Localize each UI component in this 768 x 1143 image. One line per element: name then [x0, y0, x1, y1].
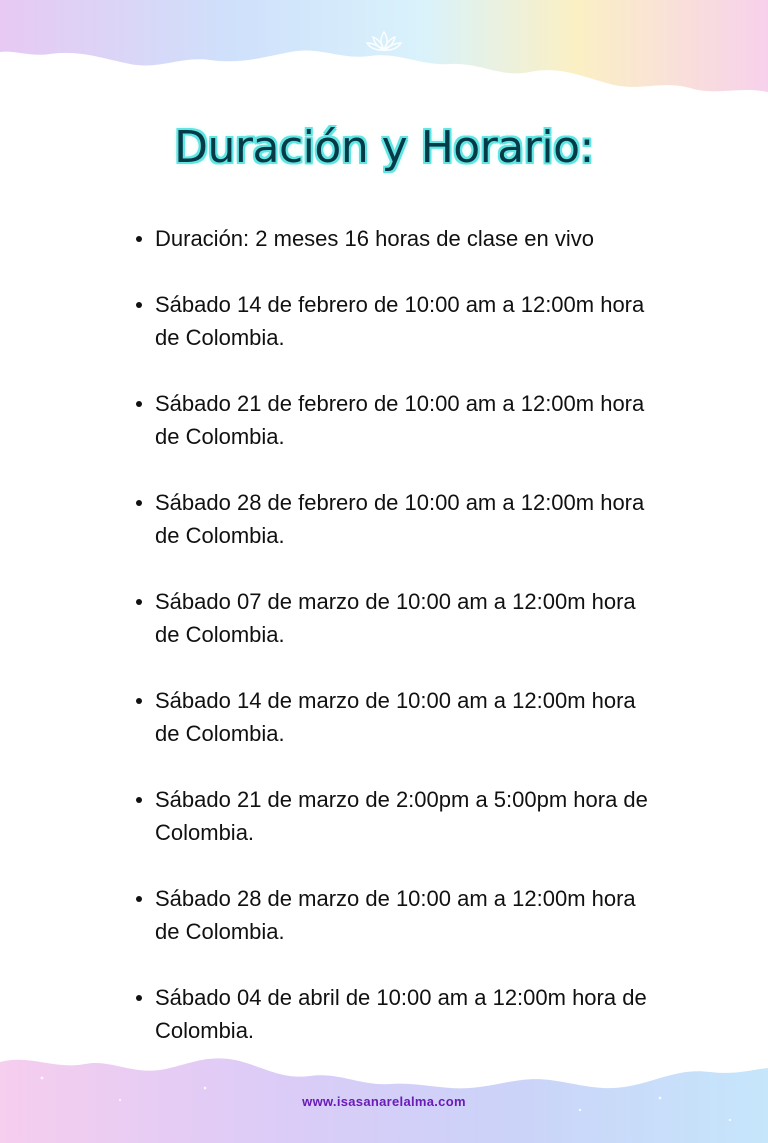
list-item-session-3: Sábado 28 de febrero de 10:00 am a 12:00m hora de Colombia.: [155, 486, 655, 552]
list-item-session-1: Sábado 14 de febrero de 10:00 am a 12:00m hora de Colombia.: [155, 288, 655, 354]
footer-website-link[interactable]: www.isasanarelalma.com: [302, 1094, 466, 1109]
list-item-session-2: Sábado 21 de febrero de 10:00 am a 12:00m hora de Colombia.: [155, 387, 655, 453]
list-item-session-6: Sábado 21 de marzo de 2:00pm a 5:00pm hora de Colombia.: [155, 783, 655, 849]
list-item-duration: Duración: 2 meses 16 horas de clase en vivo: [155, 222, 655, 255]
list-item-session-5: Sábado 14 de marzo de 10:00 am a 12:00m hora de Colombia.: [155, 684, 655, 750]
page-title: Duración y Horario:: [174, 122, 594, 173]
schedule-list: [155, 222, 655, 1080]
lotus-icon: [364, 28, 404, 54]
bottom-decorative-band: [0, 1040, 768, 1143]
list-item-session-4: Sábado 07 de marzo de 10:00 am a 12:00m hora de Colombia.: [155, 585, 655, 651]
list-item-session-7: Sábado 28 de marzo de 10:00 am a 12:00m hora de Colombia.: [155, 882, 655, 948]
top-decorative-band: [0, 0, 768, 110]
list-item-session-8: Sábado 04 de abril de 10:00 am a 12:00m hora de Colombia.: [155, 981, 655, 1047]
